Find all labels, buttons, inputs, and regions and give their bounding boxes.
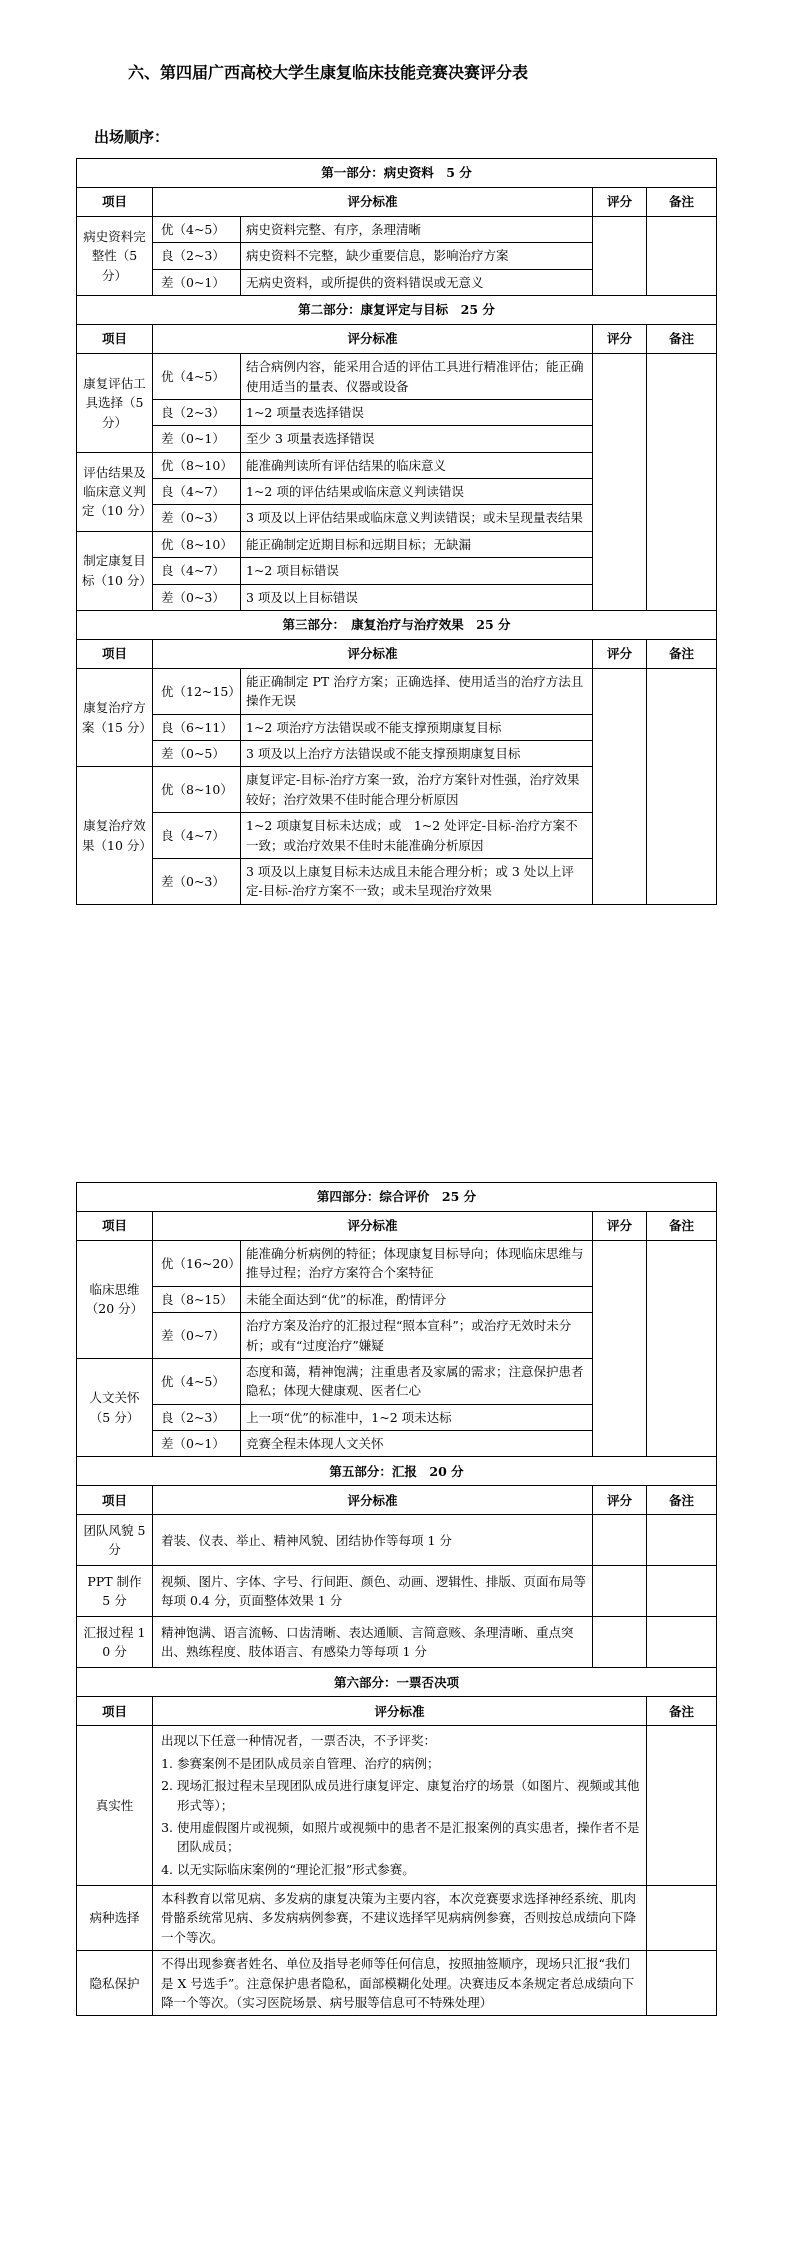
header-score: 评分	[593, 1212, 647, 1241]
list-item: 4. 以无实际临床案例的“理论汇报”形式参赛。	[177, 1860, 641, 1879]
section-header-part2	[77, 296, 717, 325]
page-title: 六、第四届广西高校大学生康复临床技能竞赛决赛评分表	[128, 63, 529, 82]
level-desc: 1~2 项治疗方法错误或不能支撑预期康复目标	[241, 714, 593, 740]
item-name: 临床思维（20 分）	[77, 1241, 153, 1359]
level-desc: 未能全面达到“优”的标准，酌情评分	[241, 1286, 593, 1312]
remark-cell[interactable]	[647, 217, 717, 296]
header-score: 评分	[593, 1486, 647, 1515]
level-desc: 1~2 项的评估结果或临床意义判读错误	[241, 479, 593, 505]
level-desc: 能正确制定近期目标和远期目标；无缺漏	[241, 531, 593, 557]
column-header-row	[77, 325, 717, 354]
table-row	[77, 1515, 717, 1566]
header-remark: 备注	[647, 325, 717, 354]
header-item: 项目	[77, 188, 153, 217]
remark-cell[interactable]	[647, 1617, 717, 1668]
column-header-row	[77, 188, 717, 217]
header-remark: 备注	[647, 188, 717, 217]
header-remark: 备注	[647, 1486, 717, 1515]
level-desc: 康复评定-目标-治疗方案一致，治疗方案针对性强，治疗效果较好；治疗效果不佳时能合理分析原因	[241, 767, 593, 813]
veto-intro: 出现以下任意一种情况者，一票否决，不予评奖：	[161, 1733, 437, 1749]
item-name: 真实性	[77, 1726, 153, 1886]
score-table-page2	[76, 1182, 717, 2016]
level-desc: 3 项及以上评估结果或临床意义判读错误；或未呈现量表结果	[241, 505, 593, 531]
level-desc: 3 项及以上治疗方法错误或不能支撑预期康复目标	[241, 741, 593, 767]
criteria-desc: 不得出现参赛者姓名、单位及指导老师等任何信息，按照抽签顺序，现场只汇报“我们是 X 号选手”。注意保护患者隐私，面部模糊化处理。决赛违反本条规定者总成绩向下降一个等次。（实习医院场景、病号服等信息可不特殊处理）	[153, 1951, 647, 2016]
score-cell[interactable]	[593, 354, 647, 611]
criteria-desc: 视频、图片、字体、字号、行间距、颜色、动画、逻辑性、排版、页面布局等每项 0.4 分，页面整体效果 1 分	[153, 1566, 593, 1617]
header-remark: 备注	[647, 639, 717, 668]
level-label: 差（0~3）	[153, 505, 241, 531]
level-label: 良（4~7）	[153, 479, 241, 505]
item-name: PPT 制作 5 分	[77, 1566, 153, 1617]
level-label: 良（2~3）	[153, 243, 241, 269]
item-name: 汇报过程 10 分	[77, 1617, 153, 1668]
criteria-desc: 精神饱满、语言流畅、口齿清晰、表达通顺、言简意赅、条理清晰、重点突出、熟练程度、肢体语言、有感染力等每项 1 分	[153, 1617, 593, 1668]
level-label: 差（0~5）	[153, 741, 241, 767]
header-remark: 备注	[647, 1212, 717, 1241]
score-cell[interactable]	[593, 1566, 647, 1617]
item-name: 人文关怀（5 分）	[77, 1358, 153, 1457]
header-criteria: 评分标准	[153, 1212, 593, 1241]
item-name: 病史资料完整性（5 分）	[77, 217, 153, 296]
table-row	[77, 1886, 717, 1951]
section-title: 第一部分：病史资料 5 分	[77, 159, 717, 188]
table-row	[77, 1617, 717, 1668]
level-label: 差（0~1）	[153, 426, 241, 452]
section-title: 第三部分： 康复治疗与治疗效果 25 分	[77, 610, 717, 639]
remark-cell[interactable]	[647, 1886, 717, 1951]
table-row	[77, 217, 717, 243]
score-cell[interactable]	[593, 217, 647, 296]
list-item: 2. 现场汇报过程未呈现团队成员进行康复评定、康复治疗的场景（如图片、视频或其他形式等）；	[177, 1776, 641, 1815]
header-item: 项目	[77, 1697, 153, 1726]
level-desc: 能准确分析病例的特征；体现康复目标导向；体现临床思维与推导过程；治疗方案符合个案特征	[241, 1241, 593, 1287]
header-criteria: 评分标准	[153, 188, 593, 217]
item-name: 康复评估工具选择（5 分）	[77, 354, 153, 453]
table-row	[77, 1726, 717, 1886]
remark-cell[interactable]	[647, 1566, 717, 1617]
table-row	[77, 668, 717, 714]
item-name: 病种选择	[77, 1886, 153, 1951]
level-label: 优（8~10）	[153, 767, 241, 813]
section-title: 第五部分：汇报 20 分	[77, 1457, 717, 1486]
section-header-part5	[77, 1457, 717, 1486]
level-label: 差（0~3）	[153, 858, 241, 904]
level-label: 良（2~3）	[153, 1404, 241, 1430]
remark-cell[interactable]	[647, 1241, 717, 1457]
score-cell[interactable]	[593, 1241, 647, 1457]
criteria-desc: 本科教育以常见病、多发病的康复决策为主要内容，本次竞赛要求选择神经系统、肌肉骨骼系统常见病、多发病病例参赛，不建议选择罕见病病例参赛，否则按总成绩向下降一个等次。	[153, 1886, 647, 1951]
level-desc: 病史资料完整、有序，条理清晰	[241, 217, 593, 243]
header-score: 评分	[593, 639, 647, 668]
remark-cell[interactable]	[647, 1726, 717, 1886]
level-label: 良（2~3）	[153, 399, 241, 425]
level-desc: 竞赛全程未体现人文关怀	[241, 1431, 593, 1457]
level-desc: 治疗方案及治疗的汇报过程“照本宣科”；或治疗无效时未分析；或有“过度治疗”嫌疑	[241, 1313, 593, 1359]
level-desc: 病史资料不完整，缺少重要信息，影响治疗方案	[241, 243, 593, 269]
header-score: 评分	[593, 188, 647, 217]
veto-criteria	[153, 1726, 647, 1886]
veto-list	[161, 1754, 641, 1879]
score-cell[interactable]	[593, 1515, 647, 1566]
level-desc: 至少 3 项量表选择错误	[241, 426, 593, 452]
section-title: 第二部分：康复评定与目标 25 分	[77, 296, 717, 325]
level-label: 优（8~10）	[153, 452, 241, 478]
header-item: 项目	[77, 325, 153, 354]
item-name: 评估结果及临床意义判定（10 分）	[77, 452, 153, 531]
order-label: 出场顺序：	[94, 128, 170, 146]
level-desc: 结合病例内容，能采用合适的评估工具进行精准评估；能正确使用适当的量表、仪器或设备	[241, 354, 593, 400]
table-row	[77, 1951, 717, 2016]
header-score: 评分	[593, 325, 647, 354]
column-header-row	[77, 1486, 717, 1515]
table-row	[77, 354, 717, 400]
item-name: 康复治疗效果（10 分）	[77, 767, 153, 904]
level-desc: 3 项及以上康复目标未达成且未能合理分析；或 3 处以上评定-目标-治疗方案不一致；或未呈现治疗效果	[241, 858, 593, 904]
level-label: 良（4~7）	[153, 558, 241, 584]
level-desc: 1~2 项康复目标未达成；或 1~2 处评定-目标-治疗方案不一致；或治疗效果不佳时未能准确分析原因	[241, 813, 593, 859]
level-label: 差（0~1）	[153, 1431, 241, 1457]
score-cell[interactable]	[593, 1617, 647, 1668]
level-desc: 3 项及以上目标错误	[241, 584, 593, 610]
level-label: 良（8~15）	[153, 1286, 241, 1312]
level-desc: 1~2 项量表选择错误	[241, 399, 593, 425]
item-name: 团队风貌 5 分	[77, 1515, 153, 1566]
section-header-part4	[77, 1183, 717, 1212]
item-name: 隐私保护	[77, 1951, 153, 2016]
level-desc: 态度和蔼，精神饱满；注重患者及家属的需求；注意保护患者隐私；体现大健康观、医者仁心	[241, 1358, 593, 1404]
column-header-row	[77, 1697, 717, 1726]
header-criteria: 评分标准	[153, 639, 593, 668]
header-criteria: 评分标准	[153, 1697, 647, 1726]
level-label: 良（4~7）	[153, 813, 241, 859]
column-header-row	[77, 639, 717, 668]
score-cell[interactable]	[593, 668, 647, 904]
level-label: 差（0~7）	[153, 1313, 241, 1359]
header-item: 项目	[77, 639, 153, 668]
criteria-desc: 着装、仪表、举止、精神风貌、团结协作等每项 1 分	[153, 1515, 593, 1566]
column-header-row	[77, 1212, 717, 1241]
level-label: 差（0~3）	[153, 584, 241, 610]
remark-cell[interactable]	[647, 1951, 717, 2016]
list-item: 1. 参赛案例不是团队成员亲自管理、治疗的病例；	[177, 1754, 641, 1773]
header-criteria: 评分标准	[153, 325, 593, 354]
level-label: 优（12~15）	[153, 668, 241, 714]
section-header-part6	[77, 1668, 717, 1697]
header-item: 项目	[77, 1486, 153, 1515]
item-name: 制定康复目标（10 分）	[77, 531, 153, 610]
level-label: 差（0~1）	[153, 269, 241, 295]
item-name: 康复治疗方案（15 分）	[77, 668, 153, 767]
score-table-page1	[76, 158, 717, 905]
list-item: 3. 使用虚假图片或视频，如照片或视频中的患者不是汇报案例的真实患者，操作者不是团队成员；	[177, 1818, 641, 1857]
level-desc: 1~2 项目标错误	[241, 558, 593, 584]
level-label: 优（4~5）	[153, 354, 241, 400]
header-criteria: 评分标准	[153, 1486, 593, 1515]
remark-cell[interactable]	[647, 1515, 717, 1566]
level-label: 良（6~11）	[153, 714, 241, 740]
level-desc: 能准确判读所有评估结果的临床意义	[241, 452, 593, 478]
table-row	[77, 1566, 717, 1617]
section-header-part3	[77, 610, 717, 639]
header-item: 项目	[77, 1212, 153, 1241]
header-remark: 备注	[647, 1697, 717, 1726]
level-label: 优（4~5）	[153, 217, 241, 243]
level-desc: 能正确制定 PT 治疗方案；正确选择、使用适当的治疗方法且操作无误	[241, 668, 593, 714]
remark-cell[interactable]	[647, 354, 717, 611]
level-desc: 上一项“优”的标准中，1~2 项未达标	[241, 1404, 593, 1430]
remark-cell[interactable]	[647, 668, 717, 904]
table-row	[77, 1241, 717, 1287]
section-title: 第六部分：一票否决项	[77, 1668, 717, 1697]
level-label: 优（8~10）	[153, 531, 241, 557]
level-label: 优（16~20）	[153, 1241, 241, 1287]
section-title: 第四部分：综合评价 25 分	[77, 1183, 717, 1212]
level-desc: 无病史资料，或所提供的资料错误或无意义	[241, 269, 593, 295]
level-label: 优（4~5）	[153, 1358, 241, 1404]
section-header-part1	[77, 159, 717, 188]
